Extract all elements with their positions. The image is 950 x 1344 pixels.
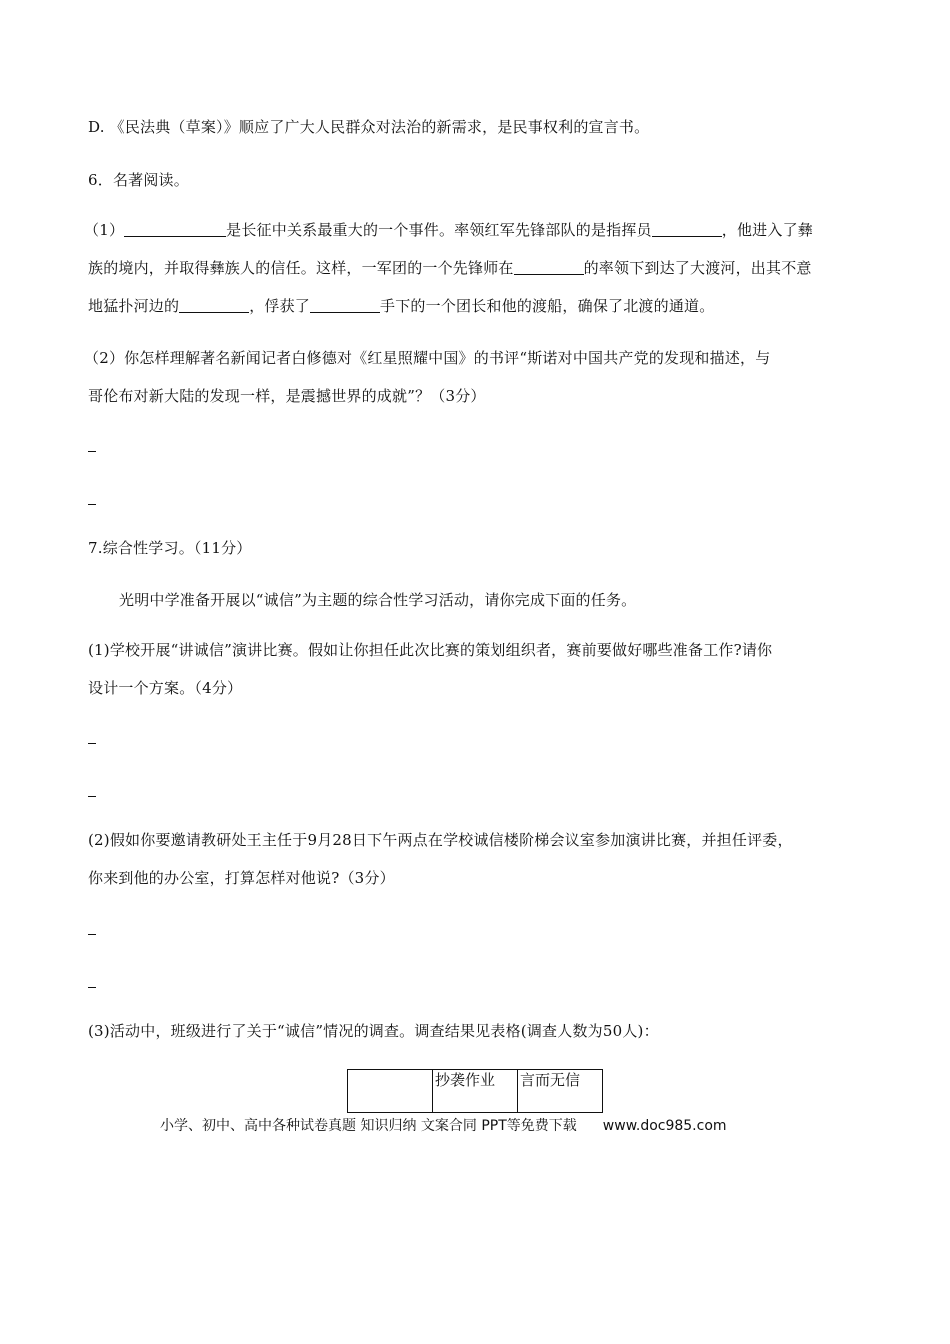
answer-line (88, 934, 96, 935)
footer-text: 小学、初中、高中各种试卷真题 知识归纳 文案合同 PPT等免费下载 (160, 1118, 577, 1134)
text-fragment: 手下的一个团长和他的渡船，确保了北渡的通道。 (380, 297, 715, 315)
footer-url[interactable]: www.doc985.com (602, 1118, 727, 1134)
question-7-title: 7.综合性学习。（11分） (88, 539, 252, 557)
answer-blank (652, 220, 722, 237)
answer-line (88, 504, 96, 505)
answer-line (88, 743, 96, 744)
option-d: D. 《民法典（草案）》顺应了广大人民群众对法治的新需求，是民事权利的宣言书。 (88, 118, 650, 136)
question-7-part-1-line-1: (1)学校开展“讲诚信”演讲比赛。假如让你担任此次比赛的策划组织者，赛前要做好哪些准备工作?请你 (88, 641, 773, 659)
question-6-part-1-line-1 (84, 220, 813, 240)
question-6-title: 6．名著阅读。 (88, 171, 189, 189)
question-7-part-3: (3)活动中，班级进行了关于“诚信”情况的调查。调查结果见表格(调查人数为50人)： (88, 1022, 659, 1040)
text-fragment: （1） (84, 221, 125, 239)
question-7-part-2-line-2: 你来到他的办公室，打算怎样对他说?（3分） (88, 869, 395, 887)
survey-table (347, 1069, 603, 1113)
answer-blank (124, 220, 226, 237)
answer-line (88, 451, 96, 452)
question-6-part-1-line-3 (88, 296, 714, 316)
answer-blank (310, 296, 380, 313)
answer-blank (179, 296, 249, 313)
table-row (348, 1070, 603, 1113)
question-6-part-1-line-2 (88, 258, 812, 278)
table-header-cell (348, 1070, 433, 1113)
answer-line (88, 987, 96, 988)
answer-line (88, 796, 96, 797)
page-footer (160, 1116, 727, 1136)
text-fragment: ，他进入了彝 (721, 221, 813, 239)
answer-blank (514, 258, 584, 275)
question-7-intro: 光明中学准备开展以“诚信”为主题的综合性学习活动，请你完成下面的任务。 (119, 591, 637, 609)
text-fragment: 是长征中关系最重大的一个事件。率领红军先锋部队的是指挥员 (226, 221, 652, 239)
table-header-cell: 抄袭作业 (433, 1070, 518, 1113)
question-6-part-2-line-2: 哥伦布对新大陆的发现一样，是震撼世界的成就”？（3分） (88, 387, 486, 405)
text-fragment: ，俘获了 (249, 297, 311, 315)
question-7-part-2-line-1: (2)假如你要邀请教研处王主任于9月28日下午两点在学校诚信楼阶梯会议室参加演讲比赛，并担任评委， (88, 831, 793, 849)
question-6-part-2-line-1: （2）你怎样理解著名新闻记者白修德对《红星照耀中国》的书评“斯诺对中国共产党的发现和描述，与 (84, 349, 771, 367)
text-fragment: 地猛扑河边的 (88, 297, 180, 315)
question-7-part-1-line-2: 设计一个方案。（4分） (88, 679, 243, 697)
table-header-cell: 言而无信 (518, 1070, 603, 1113)
text-fragment: 的率领下到达了大渡河，出其不意 (583, 259, 812, 277)
text-fragment: 族的境内，并取得彝族人的信任。这样，一军团的一个先锋师在 (88, 259, 514, 277)
